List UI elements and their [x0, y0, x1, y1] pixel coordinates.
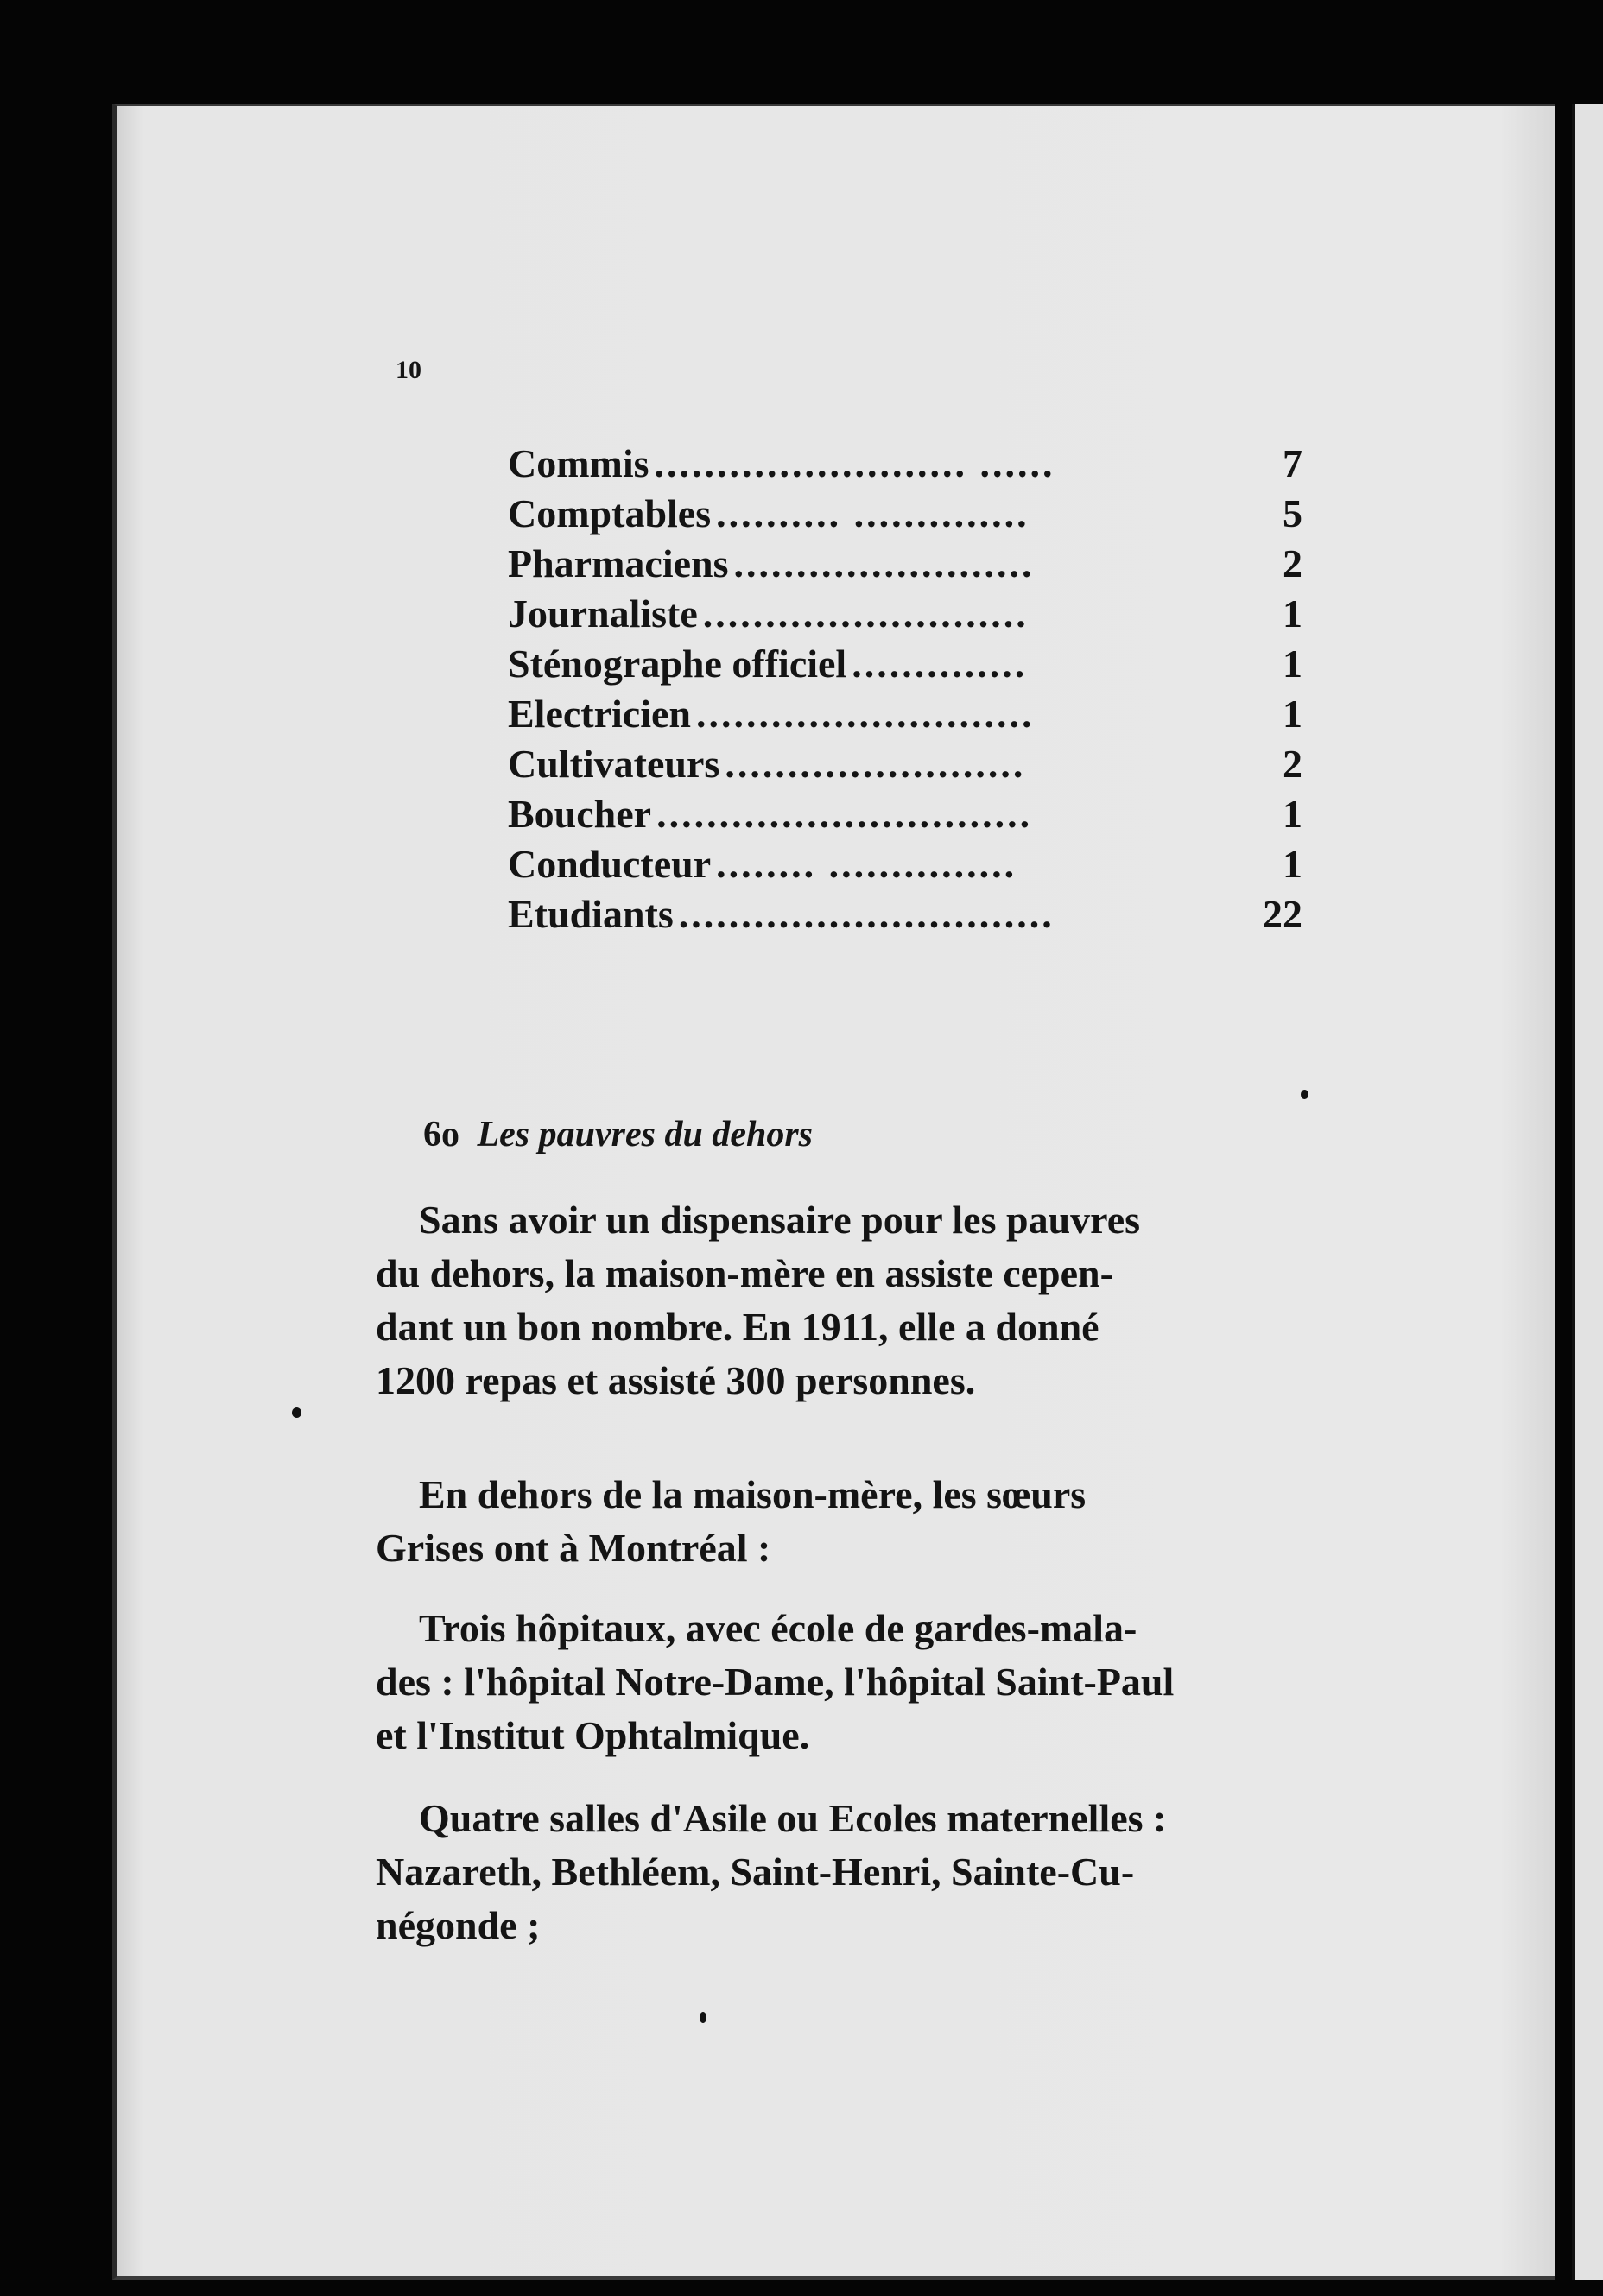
- occupation-label: Electricien: [508, 692, 692, 736]
- section-title: Les pauvres du dehors: [477, 1115, 814, 1154]
- occupation-count: 2: [1283, 742, 1302, 786]
- text-line: Quatre salles d'Asile ou Ecoles maternelles :: [419, 1796, 1167, 1840]
- leader-dots: ...........................: [696, 692, 1035, 736]
- list-item: [508, 789, 1302, 839]
- ink-speck: [292, 1407, 301, 1418]
- occupation-label: Comptables: [508, 491, 712, 535]
- occupation-count: 1: [1283, 792, 1302, 836]
- occupation-count: 2: [1283, 541, 1302, 585]
- text-line: 1200 repas et assisté 300 personnes.: [376, 1358, 976, 1402]
- leader-dots: ........................: [725, 742, 1026, 786]
- occupation-label: Commis: [508, 441, 649, 485]
- occupation-count: 1: [1283, 591, 1302, 636]
- text-line: négonde ;: [376, 1903, 541, 1947]
- occupation-count: 5: [1283, 491, 1302, 535]
- list-item: [508, 589, 1302, 639]
- leader-dots: ..........................: [702, 591, 1029, 636]
- list-item: [508, 739, 1302, 789]
- section-number: 6o: [423, 1115, 459, 1154]
- leader-dots: ..............................: [656, 792, 1033, 836]
- occupation-count: 1: [1283, 842, 1302, 886]
- list-item: [508, 689, 1302, 739]
- occupation-count: 1: [1283, 692, 1302, 736]
- text-line: Nazareth, Bethléem, Saint-Henri, Sainte-Cu-: [376, 1850, 1135, 1894]
- page-number: 10: [396, 356, 421, 384]
- text-line: Trois hôpitaux, avec école de gardes-mala-: [419, 1606, 1137, 1650]
- leader-dots: ......................... ......: [654, 441, 1055, 485]
- occupation-label: Boucher: [508, 792, 652, 836]
- paragraph-poor-assistance: [376, 1193, 1473, 1407]
- text-line: des : l'hôpital Notre-Dame, l'hôpital Saint-Paul: [376, 1660, 1175, 1704]
- text-line: et l'Institut Ophtalmique.: [376, 1713, 810, 1757]
- leader-dots: ..............: [852, 642, 1028, 686]
- leader-dots: ........................: [733, 541, 1035, 585]
- occupation-label: Journaliste: [508, 591, 698, 636]
- list-item: [508, 639, 1302, 689]
- list-item: [508, 839, 1302, 889]
- ink-speck: [1301, 1090, 1308, 1099]
- leader-dots: ..............................: [678, 892, 1055, 936]
- text-line: Sans avoir un dispensaire pour les pauvres: [419, 1198, 1141, 1242]
- occupation-count: 7: [1283, 441, 1302, 485]
- occupation-label: Cultivateurs: [508, 742, 720, 786]
- next-page-edge: [1572, 104, 1603, 2280]
- ink-speck: [700, 2012, 706, 2023]
- list-item: [508, 539, 1302, 589]
- text-line: Grises ont à Montréal :: [376, 1526, 771, 1570]
- text-line: du dehors, la maison-mère en assiste cepen-: [376, 1251, 1113, 1295]
- text-line: En dehors de la maison-mère, les sœurs: [419, 1472, 1087, 1516]
- occupation-label: Pharmaciens: [508, 541, 729, 585]
- list-item: [508, 489, 1302, 539]
- occupation-label: Sténographe officiel: [508, 642, 847, 686]
- occupation-count: 1: [1283, 642, 1302, 686]
- leader-dots: .......... ..............: [716, 491, 1030, 535]
- list-item: [508, 439, 1302, 489]
- paragraph-hospitals: [376, 1602, 1473, 1762]
- list-item: [508, 889, 1302, 939]
- occupation-list: [508, 439, 1302, 939]
- leader-dots: ........ ...............: [716, 842, 1017, 886]
- text-line: dant un bon nombre. En 1911, elle a donné: [376, 1305, 1099, 1349]
- occupation-label: Conducteur: [508, 842, 712, 886]
- occupation-count: 22: [1263, 892, 1302, 936]
- section-heading: [423, 1114, 813, 1155]
- paragraph-asylums: [376, 1792, 1473, 1952]
- book-page: [112, 104, 1555, 2280]
- paragraph-grey-nuns: [376, 1468, 1473, 1575]
- occupation-label: Etudiants: [508, 892, 674, 936]
